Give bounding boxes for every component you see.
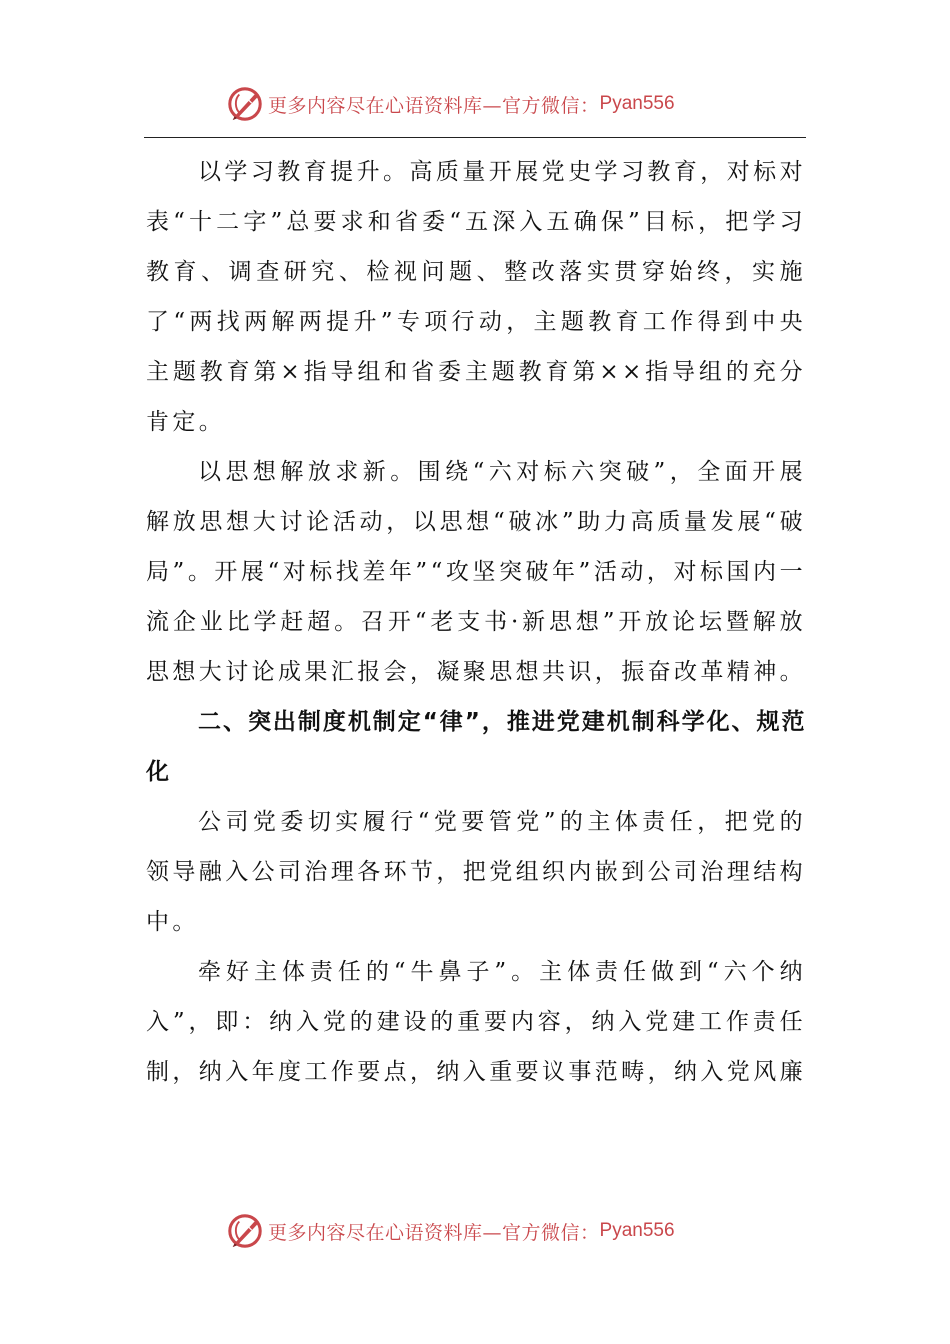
pen-logo-icon: [226, 85, 264, 123]
footer-banner-text: 更多内容尽在心语资料库—官方微信：: [268, 1221, 600, 1244]
header-banner: [226, 84, 675, 124]
header-banner-text: 更多内容尽在心语资料库—官方微信：: [268, 94, 600, 117]
paragraph-main-responsibility: 牵好主体责任的“牛鼻子”。主体责任做到“六个纳入”，即：纳入党的建设的重要内容，纳入党建工作责任制，纳入年度工作要点，纳入重要议事范畴，纳入党风廉: [146, 959, 806, 1085]
paragraph-thought-liberation: 以思想解放求新。围绕“六对标六突破”，全面开展解放思想大讨论活动，以思想“破冰”助力高质量发展“破局”。开展“对标找差年”“攻坚突破年”活动，对标国内一流企业比学赶超。召开“老支书·新思想”开放论坛暨解放思想大讨论成果汇报会，凝聚思想共识，振奋改革精神。: [146, 459, 806, 685]
document-body: [146, 147, 806, 1097]
footer-wechat-id: Pyan556: [599, 1220, 675, 1241]
footer-banner: [226, 1211, 675, 1251]
section-heading-two: 二、突出制度机制定“律”，推进党建机制科学化、规范化: [146, 709, 806, 785]
paragraph-party-committee: 公司党委切实履行“党要管党”的主体责任，把党的领导融入公司治理各环节，把党组织内嵌到公司治理结构中。: [146, 809, 806, 935]
pen-logo-icon: [226, 1212, 264, 1250]
header-wechat-id: Pyan556: [599, 93, 675, 114]
paragraph-study-education: 以学习教育提升。高质量开展党史学习教育，对标对表“十二字”总要求和省委“五深入五确保”目标，把学习教育、调查研究、检视问题、整改落实贯穿始终，实施了“两找两解两提升”专项行动，主题教育工作得到中央主题教育第×指导组和省委主题教育第××指导组的充分肯定。: [146, 159, 806, 435]
header-divider: [144, 137, 806, 138]
